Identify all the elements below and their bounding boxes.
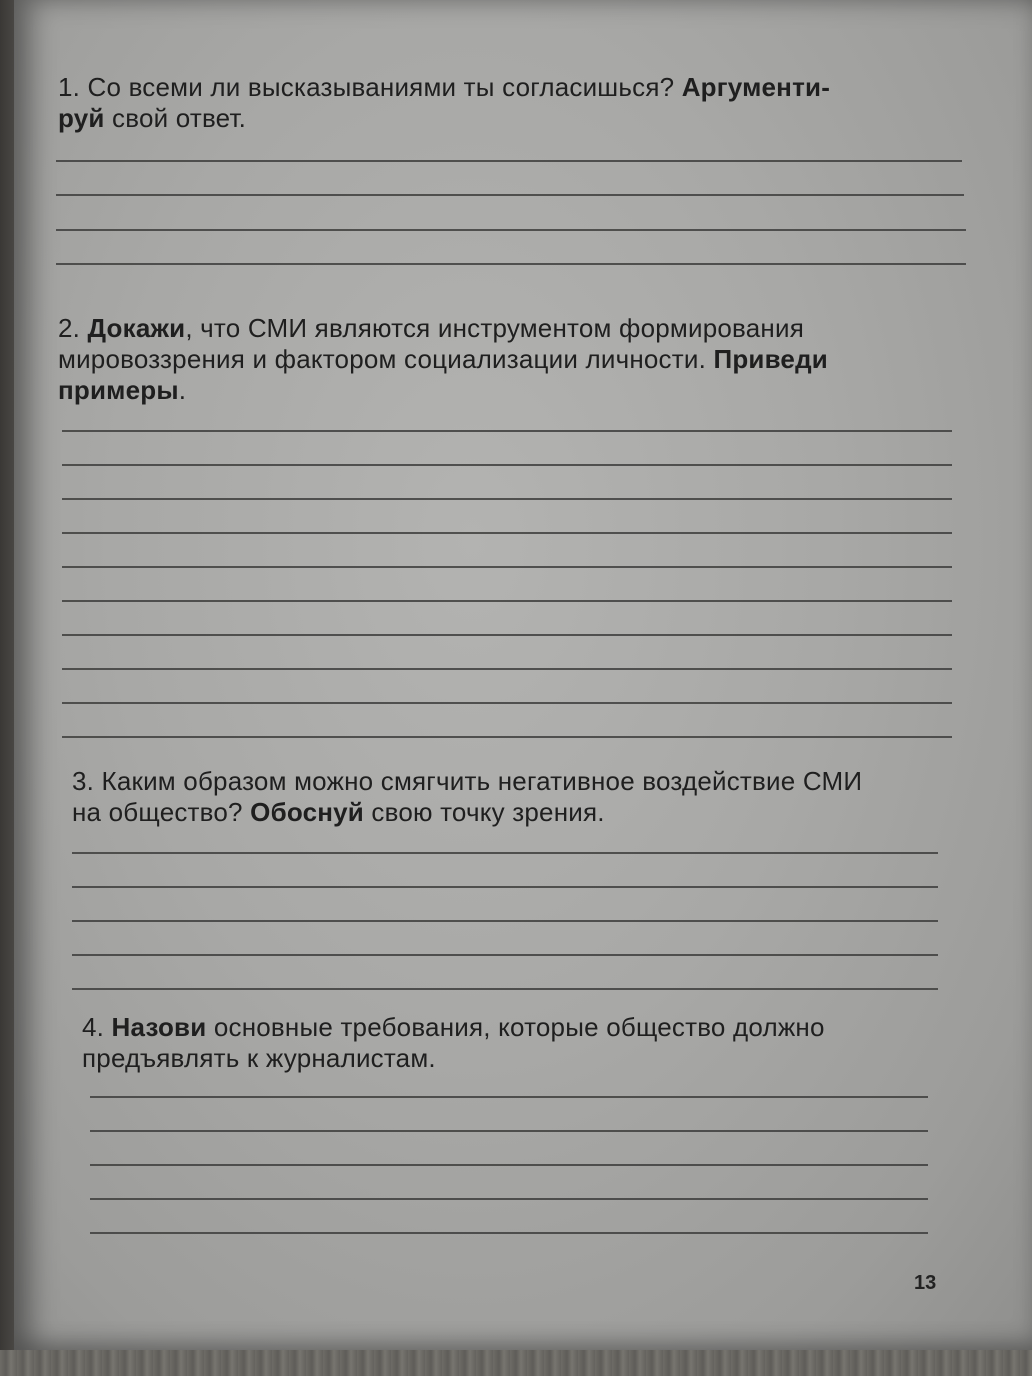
task-text: . <box>178 375 187 405</box>
task-keyword: примеры <box>58 375 179 405</box>
page-number: 13 <box>914 1272 937 1294</box>
task-text: 4. <box>82 1012 112 1042</box>
answer-line <box>72 988 938 990</box>
answer-line <box>62 566 952 568</box>
task-keyword: Назови <box>111 1012 207 1042</box>
task-text: 1. Со всеми ли высказываниями ты согласишься? <box>58 72 682 102</box>
task-keyword: Обоснуй <box>250 797 364 827</box>
task-2 <box>58 313 1008 406</box>
answer-line <box>62 430 952 432</box>
answer-line <box>90 1164 928 1166</box>
answer-line <box>56 263 966 265</box>
task-text: , что СМИ являются инструментом формирования <box>185 313 804 343</box>
answer-line <box>62 464 952 466</box>
task-3 <box>72 766 992 828</box>
answer-line <box>72 920 938 922</box>
answer-line <box>62 532 952 534</box>
answer-line <box>90 1096 928 1098</box>
answer-line <box>62 736 952 738</box>
answer-line <box>62 634 952 636</box>
task-text: свою точку зрения. <box>363 797 605 827</box>
task-keyword: Аргументи- <box>681 72 831 102</box>
task-text: 3. Каким образом можно смягчить негативное воздействие СМИ <box>72 766 863 796</box>
page-stack-edge <box>0 1350 1032 1376</box>
answer-line <box>90 1232 928 1234</box>
answer-line <box>56 194 964 196</box>
answer-line <box>90 1130 928 1132</box>
task-text: мировоззрения и фактором социализации личности. <box>58 344 714 374</box>
task-text: свой ответ. <box>104 103 247 133</box>
task-keyword: Приведи <box>713 344 828 374</box>
answer-line <box>72 886 938 888</box>
answer-line <box>62 702 952 704</box>
task-1 <box>58 72 998 134</box>
task-text: 2. <box>58 313 88 343</box>
answer-line <box>72 852 938 854</box>
answer-line <box>72 954 938 956</box>
workbook-page <box>14 0 1032 1350</box>
answer-line <box>56 160 962 162</box>
task-keyword: руй <box>58 103 105 133</box>
answer-line <box>56 229 966 231</box>
answer-line <box>62 498 952 500</box>
task-text: основные требования, которые общество должно <box>206 1012 825 1042</box>
answer-line <box>90 1198 928 1200</box>
answer-line <box>62 600 952 602</box>
task-text: предъявлять к журналистам. <box>82 1043 436 1073</box>
task-text: на общество? <box>72 797 251 827</box>
answer-line <box>62 668 952 670</box>
task-4 <box>82 1012 982 1074</box>
task-keyword: Докажи <box>87 313 186 343</box>
